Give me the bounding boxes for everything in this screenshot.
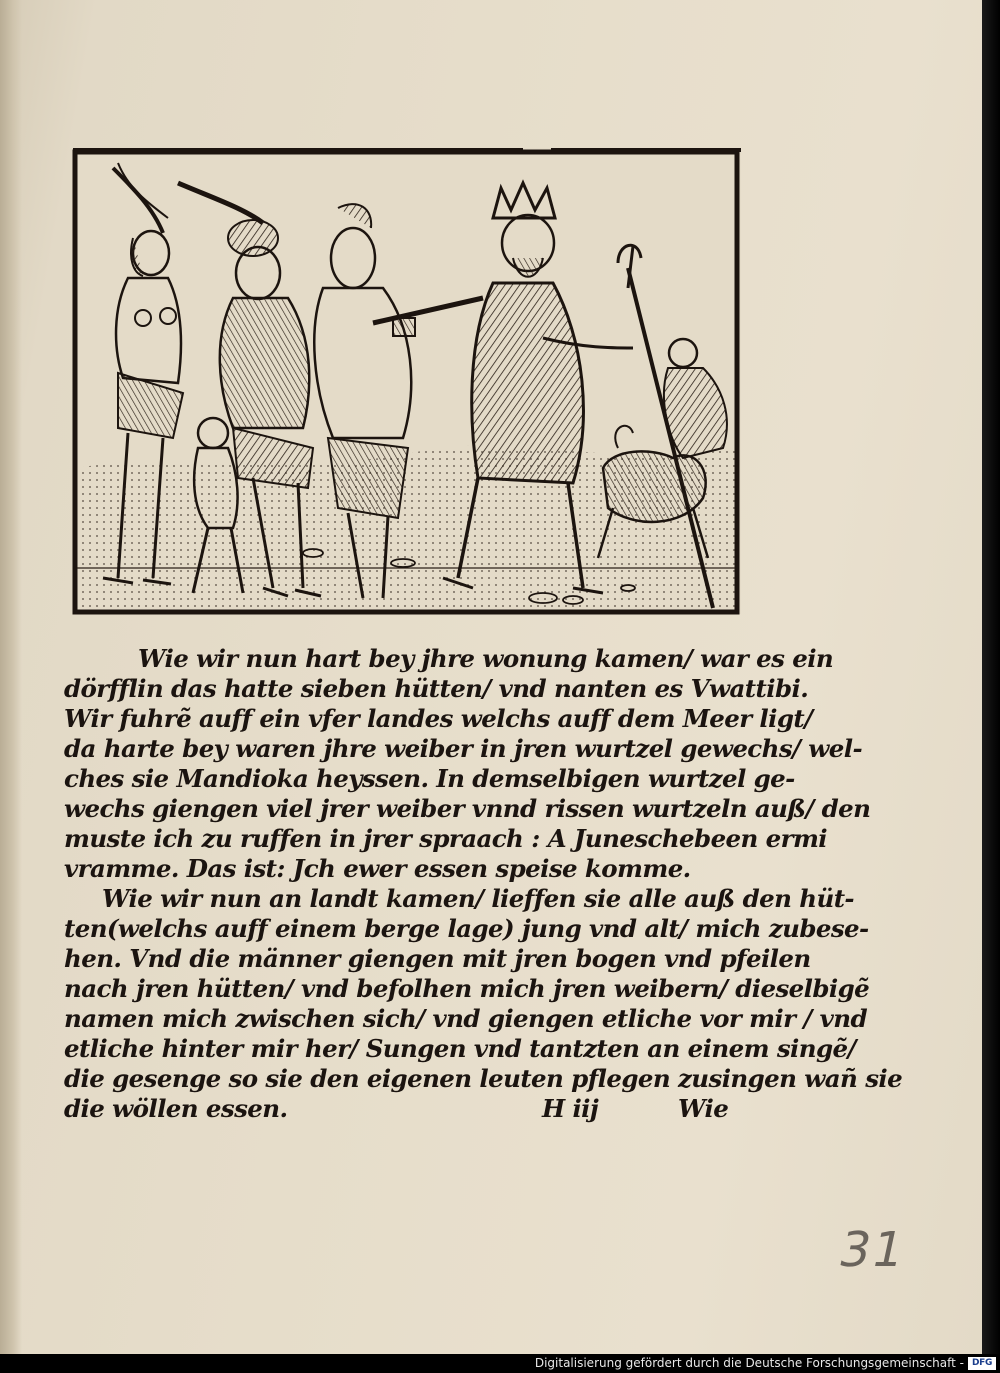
last-text-line bbox=[64, 1094, 746, 1124]
text-line: Wir fuhrẽ auff ein vfer landes welchs auff dem Meer ligt/ bbox=[64, 704, 813, 733]
woodcut-illustration bbox=[73, 148, 741, 614]
text-line: die gesenge so sie den eigenen leuten pflegen zusingen wañ sie bbox=[64, 1064, 903, 1093]
text-line: ten(welchs auff einem berge lage) jung vnd alt/ mich zubese- bbox=[64, 914, 869, 943]
page-text bbox=[64, 644, 903, 1124]
footer-bar bbox=[0, 1354, 1000, 1373]
text-line: Wie wir nun an landt kamen/ lieffen sie alle auß den hüt- bbox=[102, 884, 854, 913]
text-line: da harte bey waren jhre weiber in jren wurtzel gewechs/ wel- bbox=[64, 734, 863, 763]
text-line: wechs giengen viel jrer weiber vnnd rissen wurtzeln auß/ den bbox=[64, 794, 871, 823]
folio-number: 31 bbox=[834, 1222, 912, 1278]
text-line: nach jren hütten/ vnd befolhen mich jren weibern/ dieselbigẽ bbox=[64, 974, 870, 1003]
text-line: vramme. Das ist: Jch ewer essen speise komme. bbox=[64, 854, 691, 883]
text-line: ches sie Mandioka heyssen. In demselbigen wurtzel ge- bbox=[64, 764, 795, 793]
text-line: die wöllen essen. bbox=[64, 1094, 288, 1123]
text-line: dörfflin das hatte sieben hütten/ vnd nanten es Vwattibi. bbox=[64, 674, 809, 703]
text-line: hen. Vnd die männer giengen mit jren bogen vnd pfeilen bbox=[64, 944, 811, 973]
catchword: Wie bbox=[678, 1094, 729, 1123]
text-line: etliche hinter mir her/ Sungen vnd tantzten an einem singẽ/ bbox=[64, 1034, 856, 1063]
page-gutter-shadow bbox=[0, 0, 22, 1354]
page-edge-shadow bbox=[982, 0, 1000, 1354]
text-line: muste ich zu ruffen in jrer spraach : A Juneschebeen ermi bbox=[64, 824, 828, 853]
signature-mark: H iij bbox=[542, 1094, 599, 1123]
dfg-logo-icon: DFG bbox=[968, 1357, 996, 1370]
funding-notice: Digitalisierung gefördert durch die Deutsche Forschungsgemeinschaft - bbox=[534, 1356, 964, 1370]
text-line: Wie wir nun hart bey jhre wonung kamen/ war es ein bbox=[138, 644, 834, 673]
text-line: namen mich zwischen sich/ vnd giengen etliche vor mir / vnd bbox=[64, 1004, 868, 1033]
